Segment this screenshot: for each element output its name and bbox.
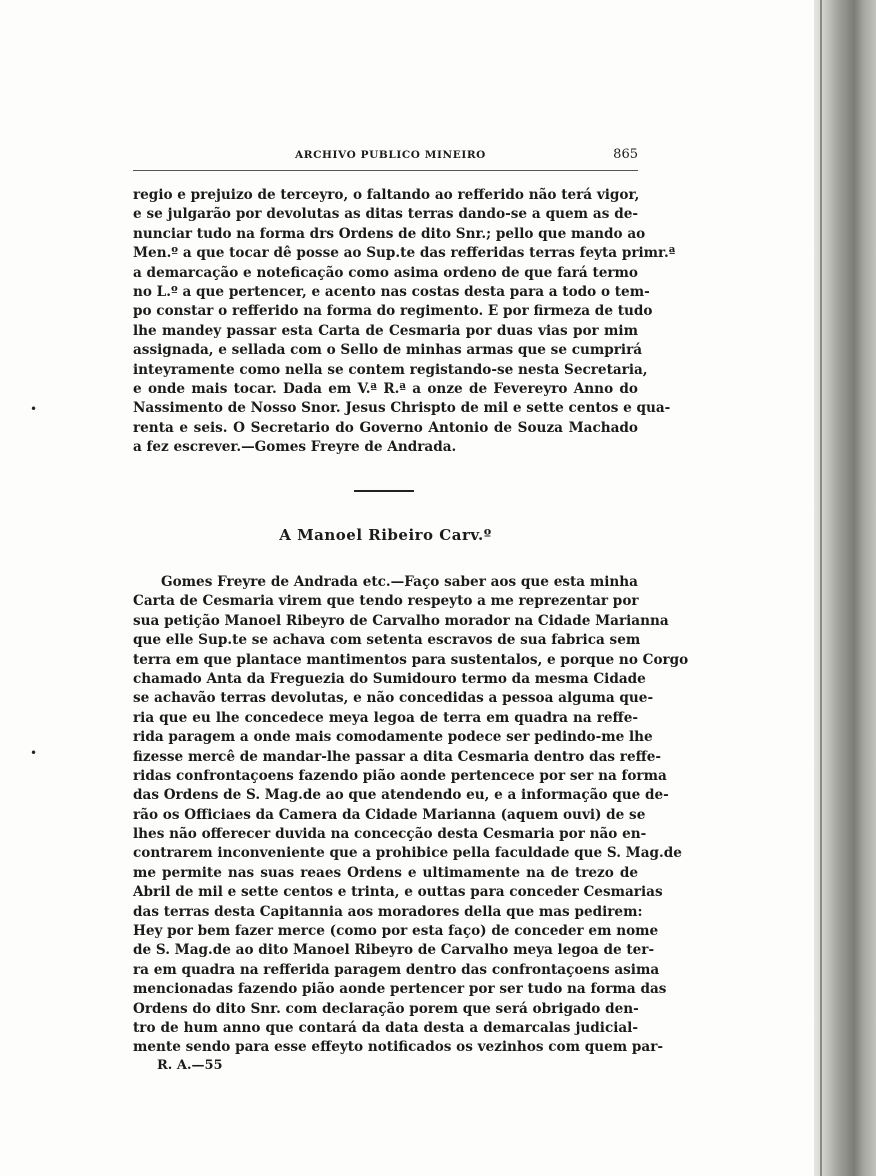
paragraph-continuation: [133, 186, 676, 457]
text-line: mencionadas fazendo pião aonde pertencer por ser tudo na forma das: [133, 981, 667, 998]
text-line: Ordens do dito Snr. com declaração porem que será obrigado den-: [133, 1000, 639, 1017]
text-line: fizesse mercê de mandar-lhe passar a dita Cesmaria dentro das reffe-: [133, 748, 662, 765]
text-line: das Ordens de S. Mag.de ao que atendendo eu, e a informação que de-: [133, 787, 669, 804]
text-line: chamado Anta da Freguezia do Sumidouro termo da mesma Cidade: [133, 670, 646, 687]
page-edge-line: [820, 0, 822, 1176]
text-line: me permite nas suas reaes Ordens e ultimamente na de trezo de: [133, 864, 638, 881]
text-line: no L.º a que pertencer, e acento nas costas desta para a todo o tem-: [133, 283, 650, 300]
text-line: tro de hum anno que contará da data desta a demarcalas judicial-: [133, 1019, 638, 1036]
section-separator: [354, 490, 414, 492]
page-edge-shadow: [814, 0, 876, 1176]
text-line: rida paragem a onde mais comodamente podece ser pedindo-me lhe: [133, 729, 653, 746]
text-line: lhes não offerecer duvida na concecção desta Cesmaria por não en-: [133, 826, 647, 843]
text-line: Carta de Cesmaria virem que tendo respeyto a me reprezentar por: [133, 593, 639, 610]
text-line: de S. Mag.de ao dito Manoel Ribeyro de Carvalho meya legoa de ter-: [133, 942, 655, 959]
text-line: das terras desta Capitannia aos moradores della que mas pedirem:: [133, 903, 643, 920]
text-line: Abril de mil e sette centos e trinta, e outtas para conceder Cesmarias: [133, 884, 663, 901]
text-line: e se julgarão por devolutas as ditas terras dando-se a quem as de-: [133, 206, 638, 223]
text-line: lhe mandey passar esta Carta de Cesmaria por duas vias por mim: [133, 322, 638, 339]
text-line: mente sendo para esse effeyto notificados os vezinhos com quem par-: [133, 1039, 664, 1056]
text-line: que elle Sup.te se achava com setenta escravos de sua fabrica sem: [133, 632, 641, 649]
paragraph-cesmaria: [133, 573, 689, 1058]
text-line: ridas confrontaçoens fazendo pião aonde pertencece por ser na forma: [133, 767, 667, 784]
text-line: renta e seis. O Secretario do Governo Antonio de Souza Machado: [133, 419, 638, 436]
text-line: Men.º a que tocar dê posse ao Sup.te das refferidas terras feyta primr.ª: [133, 245, 676, 262]
margin-mark: •: [30, 402, 38, 416]
text-line: Nassimento de Nosso Snor. Jesus Chrispto de mil e sette centos e qua-: [133, 400, 671, 417]
text-line: regio e prejuizo de terceyro, o faltando ao refferido não terá vigor,: [133, 187, 640, 203]
text-line: po constar o refferido na forma do regimento. E por firmeza de tudo: [133, 303, 653, 320]
text-line: se achavão terras devolutas, e não concedidas a pessoa alguma que-: [133, 690, 654, 707]
header-title: ARCHIVO PUBLICO MINEIRO: [295, 149, 486, 161]
text-line: nunciar tudo na forma drs Ordens de dito Snr.; pello que mando ao: [133, 225, 646, 242]
header-rule: [133, 170, 638, 171]
text-line: contrarem inconveniente que a prohibice pella faculdade que S. Mag.de: [133, 845, 682, 862]
text-line: Hey por bem fazer merce (como por esta faço) de conceder em nome: [133, 923, 659, 940]
running-header: [133, 147, 638, 165]
text-line: a demarcação e noteficação como asima ordeno de que fará termo: [133, 264, 638, 281]
text-line: ria que eu lhe concedece meya legoa de terra em quadra na reffe-: [133, 709, 638, 726]
section-title: A Manoel Ribeiro Carv.º: [279, 526, 492, 544]
text-line: assignada, e sellada com o Sello de minhas armas que se cumprirá: [133, 342, 643, 359]
footer-signature: R. A.—55: [157, 1058, 223, 1073]
text-line: e onde mais tocar. Dada em V.ª R.ª a onze de Fevereyro Anno do: [133, 380, 638, 397]
margin-mark: •: [30, 746, 38, 760]
text-line: Gomes Freyre de Andrada etc.—Faço saber aos que esta minha: [161, 574, 638, 590]
text-line: ra em quadra na refferida paragem dentro das confrontaçoens asima: [133, 961, 660, 978]
text-line: sua petição Manoel Ribeyro de Carvalho morador na Cidade Marianna: [133, 612, 669, 629]
text-line: inteyramente como nella se contem registando-se nesta Secretaria,: [133, 361, 648, 378]
text-line: rão os Officiaes da Camera da Cidade Marianna (aquem ouvi) de se: [133, 806, 646, 823]
text-line: terra em que plantace mantimentos para sustentalos, e porque no Corgo: [133, 651, 689, 668]
text-line: a fez escrever.—Gomes Freyre de Andrada.: [133, 439, 457, 456]
page-number: 865: [613, 147, 638, 162]
